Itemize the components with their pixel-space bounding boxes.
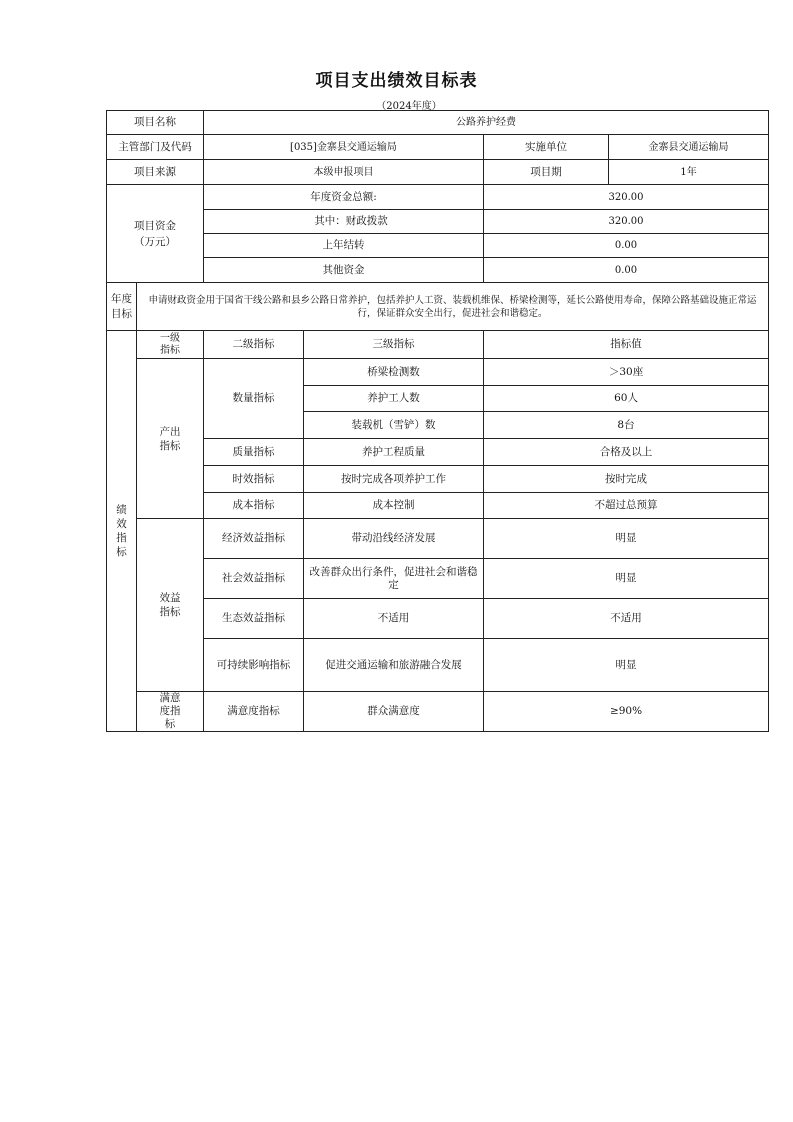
quality-name: 养护工程质量	[304, 439, 484, 466]
econ-name: 带动沿线经济发展	[304, 519, 484, 559]
sustain-value: 明显	[484, 639, 769, 692]
performance-target-table	[106, 110, 769, 732]
funds-total-label: 年度资金总额:	[204, 185, 484, 210]
indicators-section-label: 绩 效 指 标	[107, 331, 137, 732]
eco-value: 不适用	[484, 599, 769, 639]
cost-name: 成本控制	[304, 493, 484, 519]
q1-name: 桥梁检测数	[304, 359, 484, 386]
funds-fiscal-label: 其中：财政拨款	[204, 210, 484, 234]
cost-value: 不超过总预算	[484, 493, 769, 519]
time-name: 按时完成各项养护工作	[304, 466, 484, 493]
funds-fiscal-value: 320.00	[484, 210, 769, 234]
year-subtitle: （2024年度）	[376, 101, 442, 112]
funds-other-value: 0.00	[484, 258, 769, 283]
q2-value: 60人	[484, 386, 769, 412]
funds-other-label: 其他资金	[204, 258, 484, 283]
sat-value: ≥90%	[484, 692, 769, 732]
quantity-indicator-label: 数量指标	[204, 359, 304, 439]
dept-label: 主管部门及代码	[107, 135, 204, 160]
header-level1: 一级 指标	[137, 331, 204, 359]
cost-indicator-label: 成本指标	[204, 493, 304, 519]
funds-label: 项目资金 （万元）	[107, 185, 204, 283]
header-level2: 二级指标	[204, 331, 304, 359]
period-value: 1年	[609, 160, 769, 185]
sustain-indicator-label: 可持续影响指标	[204, 639, 304, 692]
funds-carryover-value: 0.00	[484, 234, 769, 258]
funds-total-value: 320.00	[484, 185, 769, 210]
sat-indicator-label: 满意度指标	[204, 692, 304, 732]
source-label: 项目来源	[107, 160, 204, 185]
impl-unit-value: 金寨县交通运输局	[609, 135, 769, 160]
social-name: 改善群众出行条件，促进社会和谐稳定	[304, 559, 484, 599]
econ-value: 明显	[484, 519, 769, 559]
social-indicator-label: 社会效益指标	[204, 559, 304, 599]
q3-name: 装载机（雪铲）数	[304, 412, 484, 439]
project-name-value: 公路养护经费	[204, 111, 769, 135]
social-value: 明显	[484, 559, 769, 599]
q1-value: ＞30座	[484, 359, 769, 386]
eco-indicator-label: 生态效益指标	[204, 599, 304, 639]
source-value: 本级申报项目	[204, 160, 484, 185]
time-indicator-label: 时效指标	[204, 466, 304, 493]
sustain-name: 促进交通运输和旅游融合发展	[304, 639, 484, 692]
dept-value: [035]金寨县交通运输局	[204, 135, 484, 160]
funds-carryover-label: 上年结转	[204, 234, 484, 258]
output-indicator-label: 产出 指标	[137, 359, 204, 519]
eco-name: 不适用	[304, 599, 484, 639]
sat-name: 群众满意度	[304, 692, 484, 732]
period-label: 项目期	[484, 160, 609, 185]
q3-value: 8台	[484, 412, 769, 439]
quality-value: 合格及以上	[484, 439, 769, 466]
impl-unit-label: 实施单位	[484, 135, 609, 160]
benefit-indicator-label: 效益 指标	[137, 519, 204, 692]
project-name-label: 项目名称	[107, 111, 204, 135]
header-level3: 三级指标	[304, 331, 484, 359]
goal-label: 年度 目标	[107, 283, 137, 331]
q2-name: 养护工人数	[304, 386, 484, 412]
header-value: 指标值	[484, 331, 769, 359]
page-title: 项目支出绩效目标表	[315, 71, 478, 91]
goal-text: 申请财政资金用于国省干线公路和县乡公路日常养护，包括养护人工资、装载机维保、桥梁检测等，延长公路使用寿命，保障公路基础设施正常运行，保证群众安全出行，促进社会和谐稳定。	[137, 283, 769, 331]
satisfaction-indicator-label: 满意 度指 标	[137, 692, 204, 732]
econ-indicator-label: 经济效益指标	[204, 519, 304, 559]
time-value: 按时完成	[484, 466, 769, 493]
quality-indicator-label: 质量指标	[204, 439, 304, 466]
